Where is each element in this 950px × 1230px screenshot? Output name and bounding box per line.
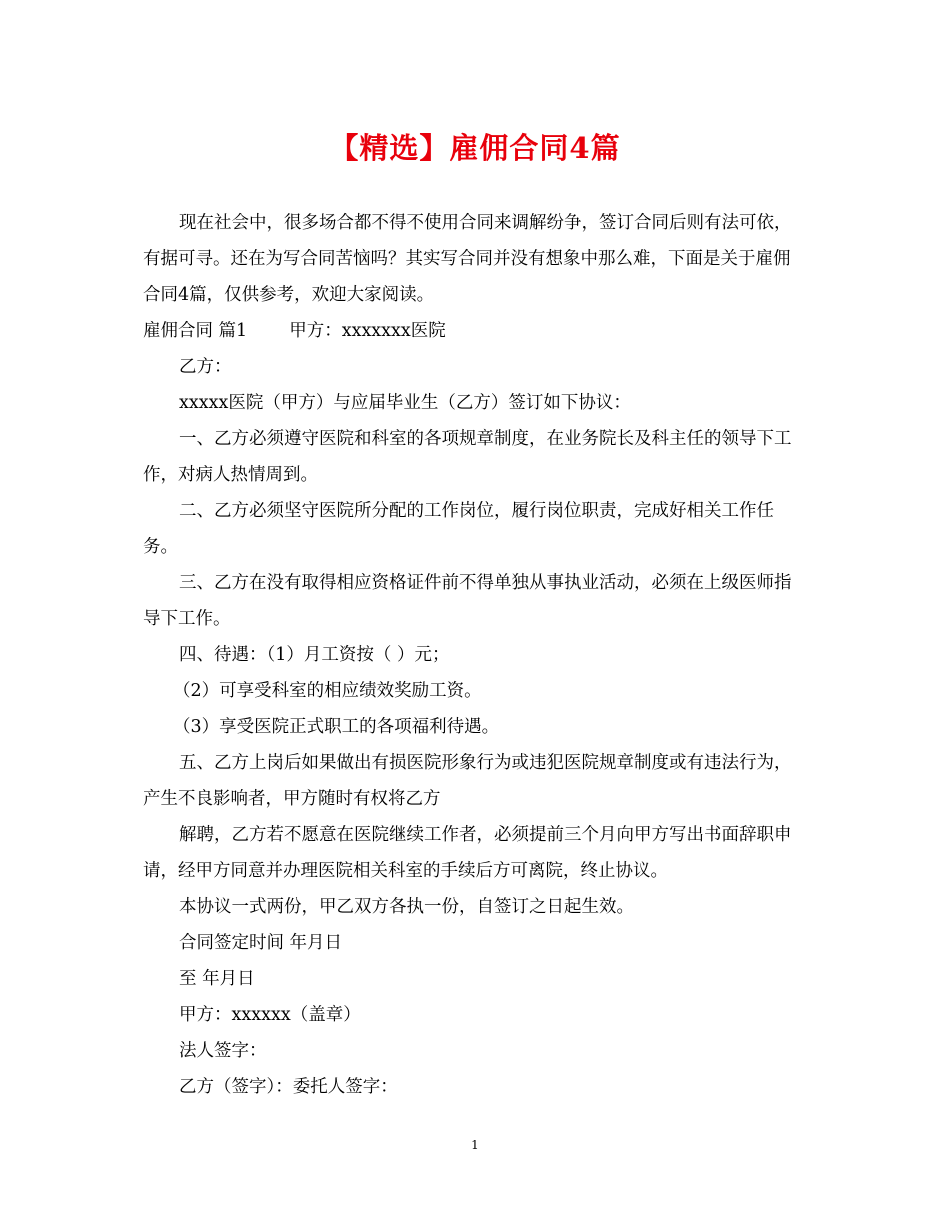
section-heading-line <box>143 313 803 349</box>
document-title: 【精选】雇佣合同4篇 <box>329 131 621 165</box>
clause-5: 五、乙方上岗后如果做出有损医院形象行为或违犯医院规章制度或有违法行为，产生不良影响者，甲方随时有权将乙方 <box>143 753 792 809</box>
clause-2: 二、乙方必须坚守医院所分配的工作岗位，履行岗位职责，完成好相关工作任务。 <box>143 501 774 557</box>
clause-4-item-2: （2）可享受科室的相应绩效奖励工资。 <box>173 681 482 701</box>
clause-4: 四、待遇：（1）月工资按（ ）元； <box>179 645 450 665</box>
signing-date: 合同签定时间 年月日 <box>179 933 343 953</box>
paragraph-agreement-intro: xxxxx医院（甲方）与应届毕业生（乙方）签订如下协议： <box>179 393 631 413</box>
legal-representative-signature: 法人签字： <box>179 1041 267 1061</box>
clause-3: 三、乙方在没有取得相应资格证件前不得单独从事执业活动，必须在上级医师指导下工作。 <box>143 573 792 629</box>
intro-paragraph: 现在社会中，很多场合都不得不使用合同来调解纷争，签订合同后则有法可依，有据可寻。还在为写合同苦恼吗？其实写合同并没有想象中那么难，下面是关于雇佣合同4篇，仅供参考，欢迎大家阅读。 <box>143 213 792 305</box>
effective-clause: 本协议一式两份，甲乙双方各执一份，自签订之日起生效。 <box>179 897 634 917</box>
clause-5-continued: 解聘，乙方若不愿意在医院继续工作者，必须提前三个月向甲方写出书面辞职申请，经甲方同意并办理医院相关科室的手续后方可离院，终止协议。 <box>143 825 792 881</box>
paragraph-party-b: 乙方： <box>179 357 232 377</box>
document-body <box>143 205 803 1105</box>
party-b-signature: 乙方（签字）：委托人签字： <box>179 1077 398 1097</box>
page-number: 1 <box>471 1138 479 1152</box>
section-heading: 雇佣合同 篇1 <box>143 321 248 341</box>
clause-4-item-3: （3）享受医院正式职工的各项福利待遇。 <box>173 717 500 737</box>
party-a-seal: 甲方：xxxxxx（盖章） <box>179 1005 361 1025</box>
clause-1: 一、乙方必须遵守医院和科室的各项规章制度，在业务院长及科主任的领导下工作，对病人热情周到。 <box>143 429 792 485</box>
party-a-intro: 甲方：xxxxxxx医院 <box>289 321 446 341</box>
end-date: 至 年月日 <box>179 969 255 989</box>
